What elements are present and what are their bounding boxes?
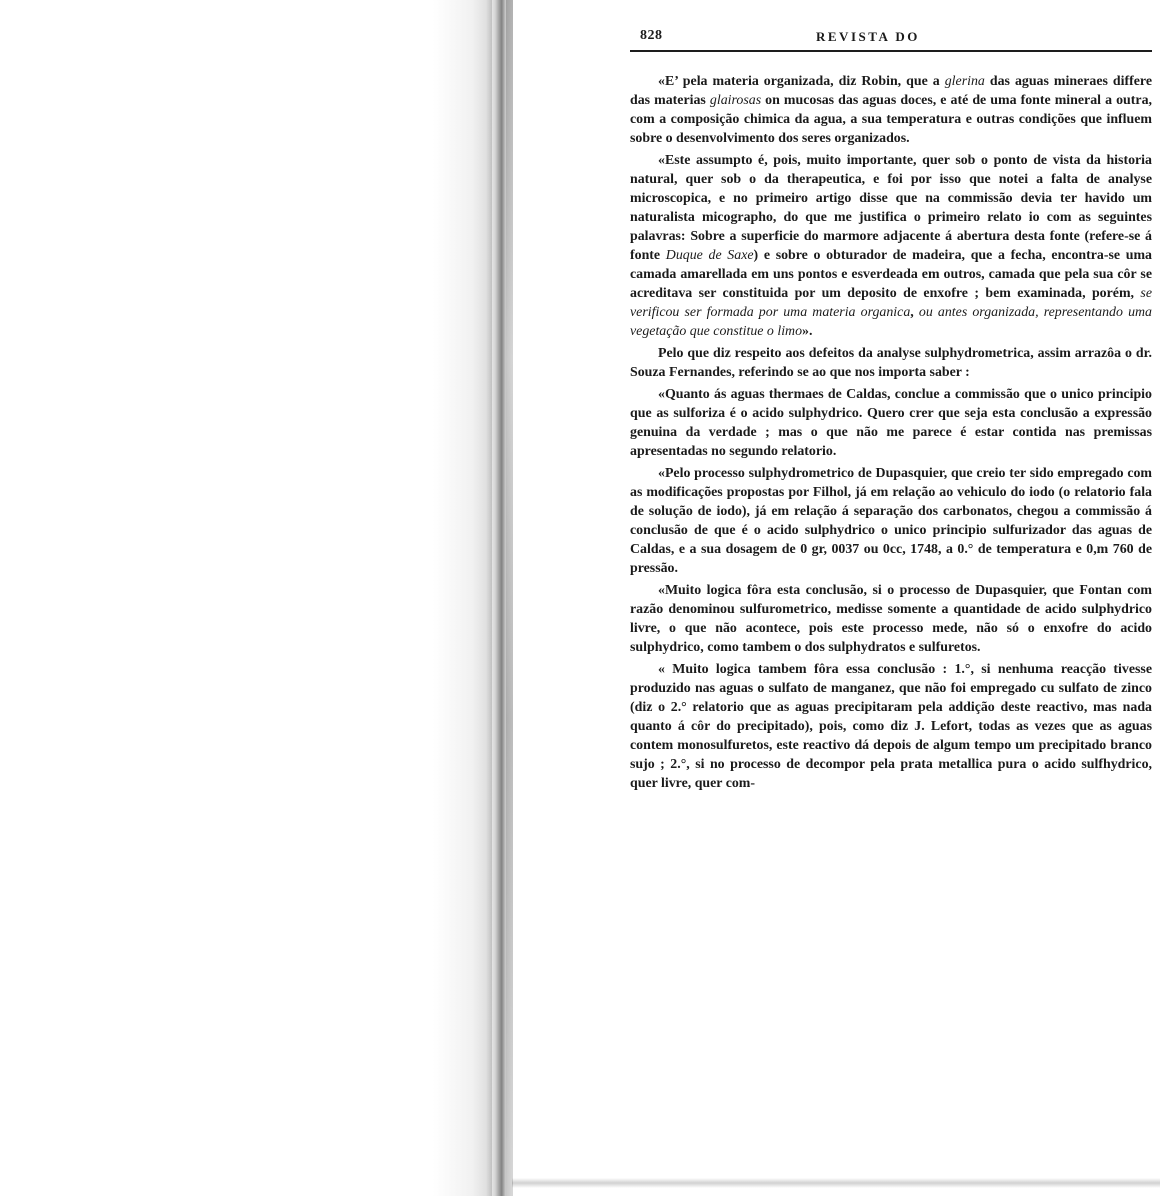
paragraph xyxy=(630,581,1152,657)
page-edge xyxy=(506,0,513,1196)
italic-text: se verificou ser formada por uma materia organica xyxy=(630,286,1152,320)
article-body xyxy=(630,72,1152,793)
text-run: Pelo que diz respeito aos defeitos da analyse sulphydrometrica, assim arrazôa o dr. Souza Fernandes, referindo se ao que nos importa saber : xyxy=(630,346,1152,380)
text-run: «E’ pela materia organizada, diz Robin, que a xyxy=(658,74,945,89)
text-run: das aguas mineraes differe das materias xyxy=(630,74,1152,108)
right-page xyxy=(630,22,1152,1182)
paragraph xyxy=(630,151,1152,341)
paragraph xyxy=(630,344,1152,382)
paragraph xyxy=(630,385,1152,461)
italic-text: ou antes organizada, representando uma vegetação que constitue o limo xyxy=(630,305,1152,339)
paragraph xyxy=(630,660,1152,793)
text-run: ». xyxy=(802,324,813,339)
italic-text: glerina xyxy=(944,74,985,89)
text-run: «Este assumpto é, pois, muito importante, quer sob o ponto de vista da historia natural, quer sob o da therapeutica, e foi por isso que notei a falta de analyse microscopica, e no primeiro artigo disse que na commissão devia ter havido um naturalista micographo, do que me justifica o primeiro relato io com as seguintes palavras: Sobre a superficie do marmore adjacente á abertura desta fonte (refere-se á fonte xyxy=(630,153,1152,263)
paragraph xyxy=(630,72,1152,148)
text-run: « Muito logica tambem fôra essa conclusão : 1.°, si nenhuma reacção tivesse produzido nas aguas o sulfato de manganez, que não foi empregado cu sulfato de zinco (diz o 2.° relatorio que as aguas precipitaram pela addição deste reactivo, mas nada quanto á côr do precipitado), pois, como diz J. Lefort, todas as vezes que as aguas contem monosulfuretos, este reactivo dá depois de algum tempo um precipitado branco sujo ; 2.°, si no processo de decompor pela prata metallica pura o acido sulfhydrico, quer livre, quer com- xyxy=(630,662,1152,791)
text-run: ) e sobre o obturador de madeira, que a fecha, encontra-se uma camada amarellada em uns pontos e esverdeada em outros, camada que pela sua côr se acreditava ser constituida por um deposito de enxofre ; bem examinada, porém, xyxy=(630,248,1152,301)
text-run: «Muito logica fôra esta conclusão, si o processo de Dupasquier, que Fontan com razão denominou sulfurometrico, medisse somente a quantidade de acido sulphydrico livre, o que não acontece, pois este processo mede, não só o enxofre do acido sulphydrico, como tambem o dos sulphydratos e sulfuretos. xyxy=(630,583,1152,655)
left-blank-page xyxy=(0,0,492,1196)
text-run: «Quanto ás aguas thermaes de Caldas, conclue a commissão que o unico principio que as sulforiza é o acido sulphydrico. Quero crer que seja esta conclusão a expressão genuina da verdade ; mas o que não me parece é estar contida nas premissas apresentadas no segundo relatorio. xyxy=(630,387,1152,459)
journal-title: REVISTA DO xyxy=(816,29,920,44)
paragraph xyxy=(630,464,1152,578)
italic-text: Duque de Saxe xyxy=(665,248,754,263)
italic-text: glairosas xyxy=(709,93,762,108)
text-run: , xyxy=(910,305,919,320)
page-number: 828 xyxy=(640,28,663,43)
text-run: «Pelo processo sulphydrometrico de Dupasquier, que creio ter sido empregado com as modificações propostas por Filhol, já em relação ao vehiculo do iodo (o relatorio fala de solução de iodo), já em relação á separação dos carbonatos, chegou a commissão á conclusão de que é o acido sulphydrico o unico principio sulfurizador das aguas de Caldas, e a sua dosagem de 0 gr, 0037 ou 0cc, 1748, a 0.° de temperatura e 0,m 760 de pressão. xyxy=(630,466,1152,576)
running-head xyxy=(630,22,1152,52)
text-run: on mucosas das aguas doces, e até de uma fonte mineral a outra, com a composição chimica da agua, a sua temperatura e outras condições que influem sobre o desenvolvimento dos seres organizados. xyxy=(630,93,1152,146)
